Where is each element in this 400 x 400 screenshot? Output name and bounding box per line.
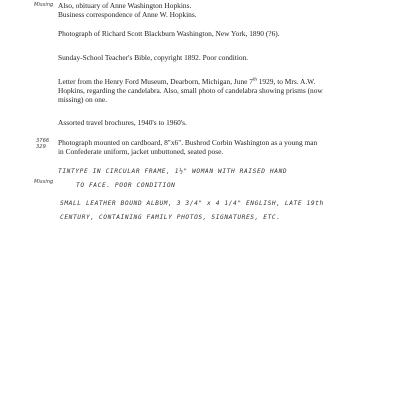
entry-correspondence: Business correspondence of Anne W. Hopkins. bbox=[58, 10, 197, 19]
entry-brochures: Assorted travel brochures, 1940's to 1960's. bbox=[58, 118, 187, 127]
entry-bible: Sunday-School Teacher's Bible, copyright 1892. Poor condition. bbox=[58, 53, 249, 62]
ford-letter-sup: th bbox=[252, 77, 257, 83]
ford-letter-text-a: Letter from the Henry Ford Museum, Dearborn, Michigan, June 7 bbox=[58, 77, 253, 86]
handwritten-album-line-2: CENTURY, CONTAINING FAMILY PHOTOS, SIGNATURES, ETC. bbox=[60, 214, 281, 221]
margin-note-missing-lower: Missing bbox=[34, 179, 54, 185]
entry-obituary: Also, obituary of Anne Washington Hopkins. bbox=[58, 1, 192, 10]
entry-photo-bushrod-line-2: in Confederate uniform, jacket unbuttoned, seated pose. bbox=[58, 147, 224, 156]
margin-note-missing: Missing bbox=[34, 2, 54, 8]
entry-ford-letter-line-1 bbox=[58, 77, 315, 86]
handwritten-tintype-line-1: TINTYPE IN CIRCULAR FRAME, 1½" WOMAN WITH RAISED HAND bbox=[58, 168, 288, 175]
margin-note-item-number: 3766 329 bbox=[36, 138, 50, 150]
entry-ford-letter-line-2: Hopkins, regarding the candelabra. Also, small photo of candelabra showing prisms (now bbox=[58, 86, 323, 95]
handwritten-tintype-line-2: TO FACE. POOR CONDITION bbox=[76, 182, 176, 189]
ford-letter-text-b: 1929, to Mrs. A.W. bbox=[256, 77, 316, 86]
handwritten-album-line-1: SMALL LEATHER BOUND ALBUM, 3 3/4" x 4 1/4" ENGLISH, LATE 19th bbox=[60, 200, 324, 207]
entry-ford-letter-line-3: missing) on one. bbox=[58, 95, 108, 104]
entry-photo-richard: Photograph of Richard Scott Blackburn Washington, New York, 1890 (?6). bbox=[58, 29, 280, 38]
entry-photo-bushrod-line-1: Photograph mounted on cardboard, 8"x6". Bushrod Corbin Washington as a young man bbox=[58, 138, 318, 147]
